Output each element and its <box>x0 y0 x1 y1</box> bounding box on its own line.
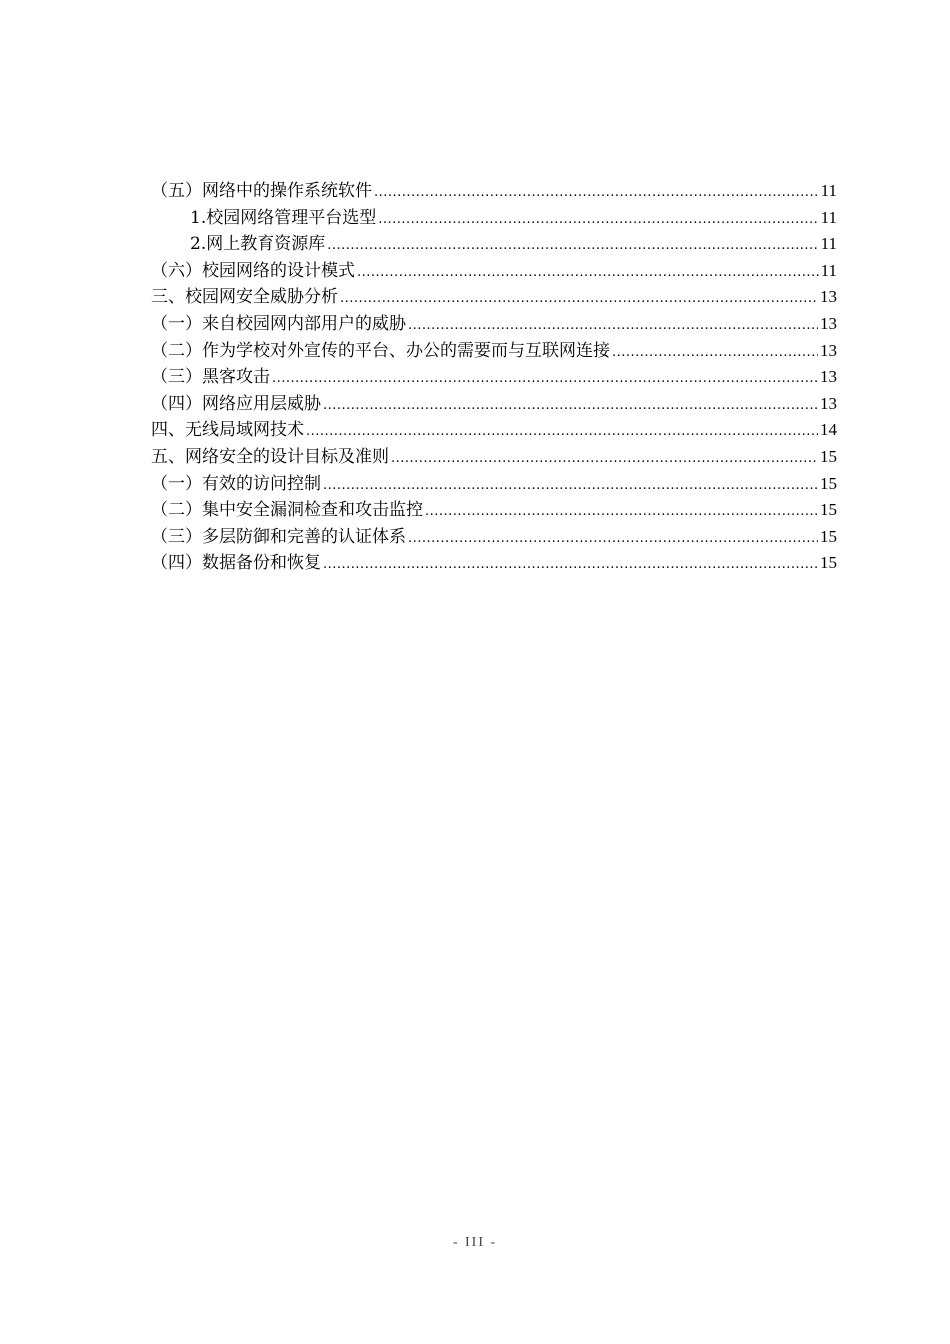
toc-entry-page: 11 <box>820 181 837 200</box>
toc-entry-page: 15 <box>820 500 837 520</box>
toc-entry[interactable] <box>151 471 837 498</box>
toc-entry-title: （二）作为学校对外宣传的平台、办公的需要而与互联网连接 <box>151 340 610 361</box>
page-number-footer: - III - <box>452 1235 498 1250</box>
toc-entry-page: 13 <box>820 340 837 360</box>
toc-entry[interactable] <box>151 338 837 365</box>
toc-dot-leader <box>323 552 818 579</box>
toc-dot-leader <box>272 366 818 393</box>
toc-dot-leader <box>327 233 818 260</box>
toc-entry-title: 五、网络安全的设计目标及准则 <box>151 446 389 467</box>
toc-entry-title: （三）黑客攻击 <box>151 367 270 388</box>
toc-entry-page: 15 <box>820 553 837 573</box>
toc-dot-leader <box>323 473 818 500</box>
toc-dot-leader <box>357 260 819 287</box>
toc-entry-page: 13 <box>820 393 837 413</box>
toc-entry-title: 四、无线局域网技术 <box>151 420 304 441</box>
toc-entry[interactable] <box>151 524 837 551</box>
toc-entry-title: （四）数据备份和恢复 <box>151 553 321 574</box>
toc-entry-title: 2.网上教育资源库 <box>190 234 326 255</box>
toc-dot-leader <box>391 446 818 473</box>
toc-entry-title: （四）网络应用层威胁 <box>151 393 321 414</box>
toc-entry[interactable] <box>151 231 837 258</box>
toc-entry-title: 三、校园网安全威胁分析 <box>151 287 338 308</box>
toc-dot-leader <box>408 313 818 340</box>
toc-entry[interactable] <box>151 258 837 285</box>
toc-entry[interactable] <box>151 417 837 444</box>
toc-entry[interactable] <box>151 550 837 577</box>
toc-entry-page: 13 <box>820 313 837 333</box>
toc-entry-page: 11 <box>820 234 837 254</box>
toc-entry-page: 15 <box>820 473 837 493</box>
toc-dot-leader <box>323 393 818 420</box>
table-of-contents <box>151 178 837 577</box>
toc-entry-page: 11 <box>820 260 837 280</box>
toc-dot-leader <box>306 419 818 446</box>
toc-entry-page: 15 <box>820 526 837 546</box>
toc-entry-page: 11 <box>820 207 837 227</box>
toc-entry-page: 14 <box>820 420 837 440</box>
toc-entry-title: （二）集中安全漏洞检查和攻击监控 <box>151 500 423 521</box>
toc-entry-page: 13 <box>820 367 837 387</box>
toc-dot-leader <box>374 180 819 207</box>
toc-entry[interactable] <box>151 205 837 232</box>
toc-entry[interactable] <box>151 391 837 418</box>
toc-entry[interactable] <box>151 284 837 311</box>
toc-entry[interactable] <box>151 444 837 471</box>
toc-dot-leader <box>425 499 818 526</box>
toc-entry-title: 1.校园网络管理平台选型 <box>190 207 377 228</box>
toc-dot-leader <box>408 526 818 553</box>
toc-entry-title: （一）有效的访问控制 <box>151 473 321 494</box>
toc-entry[interactable] <box>151 497 837 524</box>
toc-entry[interactable] <box>151 178 837 205</box>
toc-entry-title: （五）网络中的操作系统软件 <box>151 181 372 201</box>
toc-dot-leader <box>378 207 818 234</box>
toc-entry[interactable] <box>151 364 837 391</box>
toc-entry-page: 15 <box>820 446 837 466</box>
toc-entry-page: 13 <box>820 287 837 307</box>
toc-dot-leader <box>612 340 818 367</box>
toc-entry[interactable] <box>151 311 837 338</box>
toc-entry-title: （三）多层防御和完善的认证体系 <box>151 526 406 547</box>
toc-dot-leader <box>340 286 818 313</box>
toc-entry-title: （一）来自校园网内部用户的威胁 <box>151 313 406 334</box>
toc-entry-title: （六）校园网络的设计模式 <box>151 260 355 281</box>
